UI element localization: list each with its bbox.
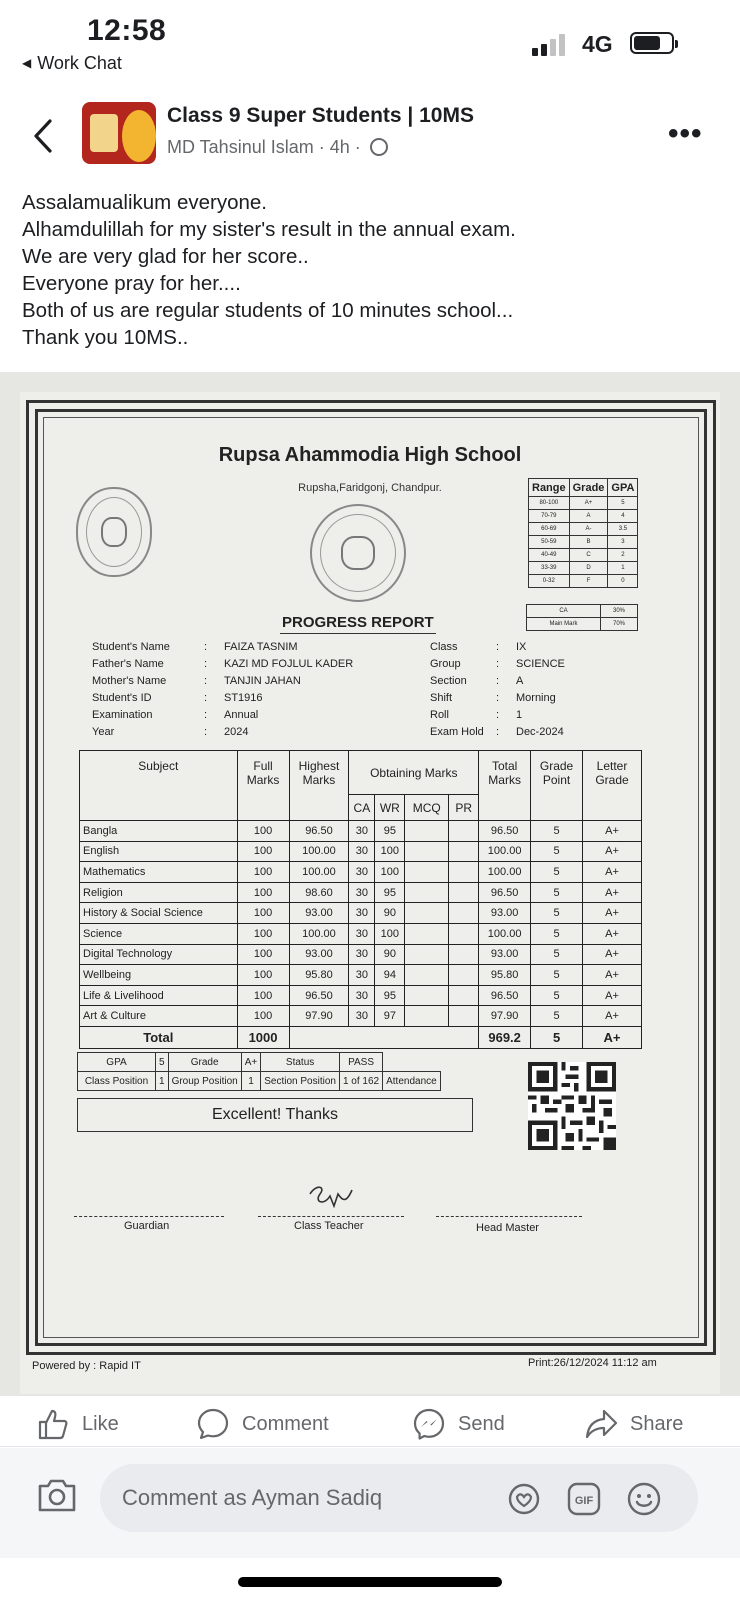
powered-by: Powered by : Rapid IT [32, 1360, 141, 1372]
meta-dot: · [354, 137, 361, 157]
table-row [80, 1006, 642, 1027]
post-line: Everyone pray for her.... [22, 272, 241, 295]
letter-grade: A+ [583, 1006, 642, 1027]
col-header-obtaining: Obtaining Marks [349, 751, 479, 795]
highest-marks: 96.50 [289, 821, 349, 842]
ca-marks: 30 [349, 985, 375, 1006]
weight-value: 30% [601, 605, 638, 618]
section-pos-value: 1 of 162 [339, 1072, 382, 1091]
info-value: KAZI MD FOJLUL KADER [224, 658, 354, 670]
wr-marks: 95 [375, 821, 405, 842]
table-row [80, 882, 642, 903]
total-gp: 5 [531, 1026, 583, 1048]
comment-button[interactable] [196, 1406, 329, 1442]
signature-class-teacher: Class Teacher [294, 1220, 364, 1232]
grade-point: 5 [531, 862, 583, 883]
highest-marks: 93.00 [289, 903, 349, 924]
print-timestamp: Print:26/12/2024 11:12 am [528, 1357, 657, 1369]
highest-marks: 100.00 [289, 841, 349, 862]
post-body [22, 189, 722, 351]
full-marks: 100 [237, 882, 289, 903]
grade-cell: 5 [608, 497, 638, 510]
section-pos-label: Section Position [261, 1072, 340, 1091]
grade-cell: 3.5 [608, 523, 638, 536]
grade-header: Range [529, 479, 570, 497]
comment-label: Comment [242, 1412, 329, 1435]
mcq-marks [405, 944, 449, 965]
grade-cell: 70-79 [529, 510, 570, 523]
summary-table [77, 1052, 441, 1091]
weight-label: Main Mark [527, 618, 601, 631]
grade-value: A+ [241, 1053, 261, 1072]
mcq-marks [405, 862, 449, 883]
pr-marks [449, 944, 479, 965]
letter-grade: A+ [583, 821, 642, 842]
pr-marks [449, 862, 479, 883]
col-header-mcq: MCQ [405, 795, 449, 821]
highest-marks: 95.80 [289, 965, 349, 986]
highest-marks: 100.00 [289, 923, 349, 944]
wr-marks: 100 [375, 923, 405, 944]
grade-point: 5 [531, 923, 583, 944]
letter-grade: A+ [583, 923, 642, 944]
ca-marks: 30 [349, 903, 375, 924]
teacher-signature [306, 1182, 356, 1214]
grade-cell: 60-69 [529, 523, 570, 536]
col-header-pr: PR [449, 795, 479, 821]
signature-head-master: Head Master [476, 1222, 539, 1234]
grade-cell: 33-39 [529, 562, 570, 575]
subject-name: Science [80, 923, 238, 944]
post-line: We are very glad for her score.. [22, 245, 309, 268]
full-marks: 100 [237, 862, 289, 883]
comment-placeholder: Comment as Ayman Sadiq [122, 1485, 383, 1510]
weight-value: 70% [601, 618, 638, 631]
col-header-full: Full Marks [237, 751, 289, 821]
grade-cell: 3 [608, 536, 638, 549]
back-arrow-icon[interactable] [30, 118, 58, 154]
letter-grade: A+ [583, 841, 642, 862]
total-marks: 93.00 [479, 944, 531, 965]
gpa-value: 5 [156, 1053, 169, 1072]
grade-cell: A- [569, 523, 608, 536]
info-key: Exam Hold [430, 726, 484, 738]
grade-point: 5 [531, 841, 583, 862]
gpa-label: GPA [78, 1053, 156, 1072]
info-value: Annual [224, 709, 259, 721]
letter-grade: A+ [583, 903, 642, 924]
table-row [80, 944, 642, 965]
pr-marks [449, 841, 479, 862]
like-icon [36, 1407, 70, 1441]
pr-marks [449, 985, 479, 1006]
letter-grade: A+ [583, 985, 642, 1006]
wr-marks: 90 [375, 903, 405, 924]
group-pos-label: Group Position [168, 1072, 241, 1091]
table-row [80, 821, 642, 842]
info-value: SCIENCE [516, 658, 565, 670]
info-value: ST1916 [224, 692, 263, 704]
total-label: Total [80, 1026, 238, 1048]
back-app-label: Work Chat [37, 53, 122, 73]
wr-marks: 100 [375, 862, 405, 883]
grade-label: Grade [168, 1053, 241, 1072]
group-pos-value: 1 [241, 1072, 261, 1091]
like-label: Like [82, 1412, 119, 1435]
weight-label: CA [527, 605, 601, 618]
mcq-marks [405, 821, 449, 842]
signature-guardian: Guardian [124, 1220, 170, 1232]
clock: 12:58 [87, 14, 167, 47]
status-label: Status [261, 1053, 340, 1072]
post-line: Alhamdulillah for my sister's result in the annual exam. [22, 218, 516, 241]
table-row [80, 965, 642, 986]
letter-grade: A+ [583, 944, 642, 965]
post-line: Both of us are regular students of 10 minutes school... [22, 299, 514, 322]
col-header-highest: Highest Marks [289, 751, 349, 821]
wr-marks: 95 [375, 882, 405, 903]
info-value: 2024 [224, 726, 249, 738]
grade-point: 5 [531, 903, 583, 924]
wr-marks: 97 [375, 1006, 405, 1027]
info-key: Group [430, 658, 461, 670]
grade-cell: 50-59 [529, 536, 570, 549]
grade-cell: B [569, 536, 608, 549]
full-marks: 100 [237, 903, 289, 924]
grade-cell: F [569, 575, 608, 588]
highest-marks: 93.00 [289, 944, 349, 965]
mark-weight-table [526, 604, 638, 631]
total-marks: 93.00 [479, 903, 531, 924]
status-bar [0, 0, 740, 80]
back-to-app-link[interactable] [22, 53, 122, 74]
class-pos-value: 1 [156, 1072, 169, 1091]
comment-input[interactable] [100, 1464, 698, 1532]
grade-point: 5 [531, 1006, 583, 1027]
post-age[interactable]: 4h [329, 137, 350, 157]
info-key: Student's Name [92, 641, 170, 653]
col-header-letter: Letter Grade [583, 751, 642, 821]
pr-marks [449, 1006, 479, 1027]
student-info-left: Student's Name : FAIZA TASNIM Father's Name : KAZI MD FOJLUL KADER Mother's Name : TANJIN JAHAN Student's ID : ST1916 Examination : Annual Year : 2024 [92, 641, 354, 738]
grade-cell: A [569, 510, 608, 523]
svg-text:GIF: GIF [574, 1495, 594, 1507]
comment-icon [196, 1407, 230, 1441]
mcq-marks [405, 985, 449, 1006]
col-header-total: Total Marks [479, 751, 531, 821]
home-indicator[interactable] [238, 1577, 502, 1587]
ca-marks: 30 [349, 923, 375, 944]
full-marks: 100 [237, 965, 289, 986]
info-key: Section [430, 675, 467, 687]
mcq-marks [405, 1006, 449, 1027]
highest-marks: 100.00 [289, 862, 349, 883]
table-row [80, 923, 642, 944]
total-marks: 100.00 [479, 923, 531, 944]
post-photo[interactable] [0, 372, 740, 1396]
avatar-sticker-icon[interactable] [506, 1481, 542, 1517]
full-marks: 100 [237, 985, 289, 1006]
back-triangle-icon: ◀ [22, 56, 32, 70]
grade-cell: 0 [608, 575, 638, 588]
signal-icon [532, 34, 572, 56]
total-letter: A+ [583, 1026, 642, 1048]
meta-dot: · [318, 137, 330, 157]
class-pos-label: Class Position [78, 1072, 156, 1091]
network-type: 4G [582, 31, 613, 57]
group-title[interactable]: Class 9 Super Students | 10MS [167, 104, 474, 127]
grade-cell: 4 [608, 510, 638, 523]
ca-marks: 30 [349, 882, 375, 903]
pr-marks [449, 965, 479, 986]
subject-name: History & Social Science [80, 903, 238, 924]
wr-marks: 100 [375, 841, 405, 862]
full-marks: 100 [237, 1006, 289, 1027]
subject-name: Wellbeing [80, 965, 238, 986]
post-meta [167, 137, 388, 158]
highest-marks: 97.90 [289, 1006, 349, 1027]
info-value: FAIZA TASNIM [224, 641, 298, 653]
total-marks: 100.00 [479, 841, 531, 862]
total-full: 1000 [237, 1026, 289, 1048]
subject-name: Religion [80, 882, 238, 903]
battery-icon [630, 32, 674, 54]
grade-header: GPA [608, 479, 638, 497]
info-value: IX [516, 641, 527, 653]
info-key: Father's Name [92, 658, 164, 670]
subject-name: Mathematics [80, 862, 238, 883]
post-line: Assalamualikum everyone. [22, 191, 267, 214]
mcq-marks [405, 965, 449, 986]
col-header-ca: CA [349, 795, 375, 821]
letter-grade: A+ [583, 965, 642, 986]
comment-bar [0, 1448, 740, 1558]
attendance-label: Attendance [383, 1072, 441, 1091]
group-avatar[interactable] [82, 102, 156, 164]
share-button[interactable] [584, 1406, 683, 1442]
grade-header: Grade [569, 479, 608, 497]
highest-marks: 96.50 [289, 985, 349, 1006]
col-header-subject: Subject [80, 751, 238, 821]
table-row [80, 862, 642, 883]
ca-marks: 30 [349, 841, 375, 862]
total-marks: 100.00 [479, 862, 531, 883]
highest-marks: 98.60 [289, 882, 349, 903]
info-key: Mother's Name [92, 675, 167, 687]
author-name[interactable]: MD Tahsinul Islam [167, 137, 314, 157]
info-key: Roll [430, 709, 449, 721]
send-button[interactable] [412, 1406, 505, 1442]
wr-marks: 95 [375, 985, 405, 1006]
mcq-marks [405, 903, 449, 924]
grade-point: 5 [531, 965, 583, 986]
remark-box: Excellent! Thanks [77, 1098, 473, 1132]
grade-cell: 40-49 [529, 549, 570, 562]
progress-report-sheet [20, 392, 720, 1394]
school-seal-left [76, 487, 152, 577]
subject-name: English [80, 841, 238, 862]
wr-marks: 90 [375, 944, 405, 965]
full-marks: 100 [237, 944, 289, 965]
ca-marks: 30 [349, 821, 375, 842]
info-key: Shift [430, 692, 453, 704]
info-key: Year [92, 726, 115, 738]
grade-cell: A+ [569, 497, 608, 510]
table-row [80, 985, 642, 1006]
subject-name: Digital Technology [80, 944, 238, 965]
more-icon[interactable]: ••• [668, 117, 703, 150]
info-key: Examination [92, 709, 153, 721]
qr-code [528, 1062, 616, 1150]
post-actions [0, 1396, 740, 1452]
info-key: Student's ID [92, 692, 152, 704]
marks-table [79, 750, 642, 1049]
mcq-marks [405, 923, 449, 944]
col-header-wr: WR [375, 795, 405, 821]
grade-point: 5 [531, 985, 583, 1006]
total-marks: 97.90 [479, 1006, 531, 1027]
total-marks: 96.50 [479, 882, 531, 903]
like-button[interactable] [36, 1406, 119, 1442]
info-value: A [516, 675, 524, 687]
total-marks: 969.2 [479, 1026, 531, 1048]
grade-cell: D [569, 562, 608, 575]
mcq-marks [405, 841, 449, 862]
info-value: Morning [516, 692, 556, 704]
pr-marks [449, 882, 479, 903]
col-header-gp: Grade Point [531, 751, 583, 821]
gif-icon[interactable] [566, 1481, 602, 1517]
report-title: PROGRESS REPORT [280, 614, 436, 634]
globe-icon [370, 138, 388, 156]
school-name: Rupsa Ahammodia High School [218, 444, 522, 466]
send-label: Send [458, 1412, 505, 1435]
table-row [80, 903, 642, 924]
messenger-send-icon [412, 1407, 446, 1441]
total-marks: 96.50 [479, 985, 531, 1006]
wr-marks: 94 [375, 965, 405, 986]
school-address: Rupsha,Faridgonj, Chandpur. [298, 482, 442, 494]
share-label: Share [630, 1412, 684, 1435]
post-line: Thank you 10MS.. [22, 326, 189, 349]
grade-cell: 1 [608, 562, 638, 575]
subject-name: Art & Culture [80, 1006, 238, 1027]
grade-cell: 80-100 [529, 497, 570, 510]
info-value: TANJIN JAHAN [224, 675, 301, 687]
share-icon [584, 1407, 618, 1441]
ca-marks: 30 [349, 1006, 375, 1027]
grade-cell: 0-32 [529, 575, 570, 588]
info-value: 1 [516, 709, 523, 721]
table-row [80, 841, 642, 862]
total-marks: 96.50 [479, 821, 531, 842]
total-marks: 95.80 [479, 965, 531, 986]
full-marks: 100 [237, 841, 289, 862]
ca-marks: 30 [349, 862, 375, 883]
pr-marks [449, 821, 479, 842]
info-key: Class [430, 641, 458, 653]
school-seal-center [310, 504, 406, 602]
grade-cell: C [569, 549, 608, 562]
camera-icon[interactable] [36, 1476, 78, 1514]
pr-marks [449, 923, 479, 944]
grade-point: 5 [531, 821, 583, 842]
student-info-right: Class : IX Group : SCIENCE Section : A Shift : Morning Roll : 1 Exam Hold : Dec-2024 [430, 641, 565, 738]
letter-grade: A+ [583, 882, 642, 903]
emoji-icon[interactable] [626, 1481, 662, 1517]
ca-marks: 30 [349, 944, 375, 965]
grade-cell: 2 [608, 549, 638, 562]
grade-scale-table [528, 478, 638, 588]
pr-marks [449, 903, 479, 924]
status-value: PASS [339, 1053, 382, 1072]
letter-grade: A+ [583, 862, 642, 883]
mcq-marks [405, 882, 449, 903]
ca-marks: 30 [349, 965, 375, 986]
subject-name: Bangla [80, 821, 238, 842]
full-marks: 100 [237, 923, 289, 944]
info-value: Dec-2024 [516, 726, 564, 738]
full-marks: 100 [237, 821, 289, 842]
grade-point: 5 [531, 882, 583, 903]
grade-point: 5 [531, 944, 583, 965]
subject-name: Life & Livelihood [80, 985, 238, 1006]
